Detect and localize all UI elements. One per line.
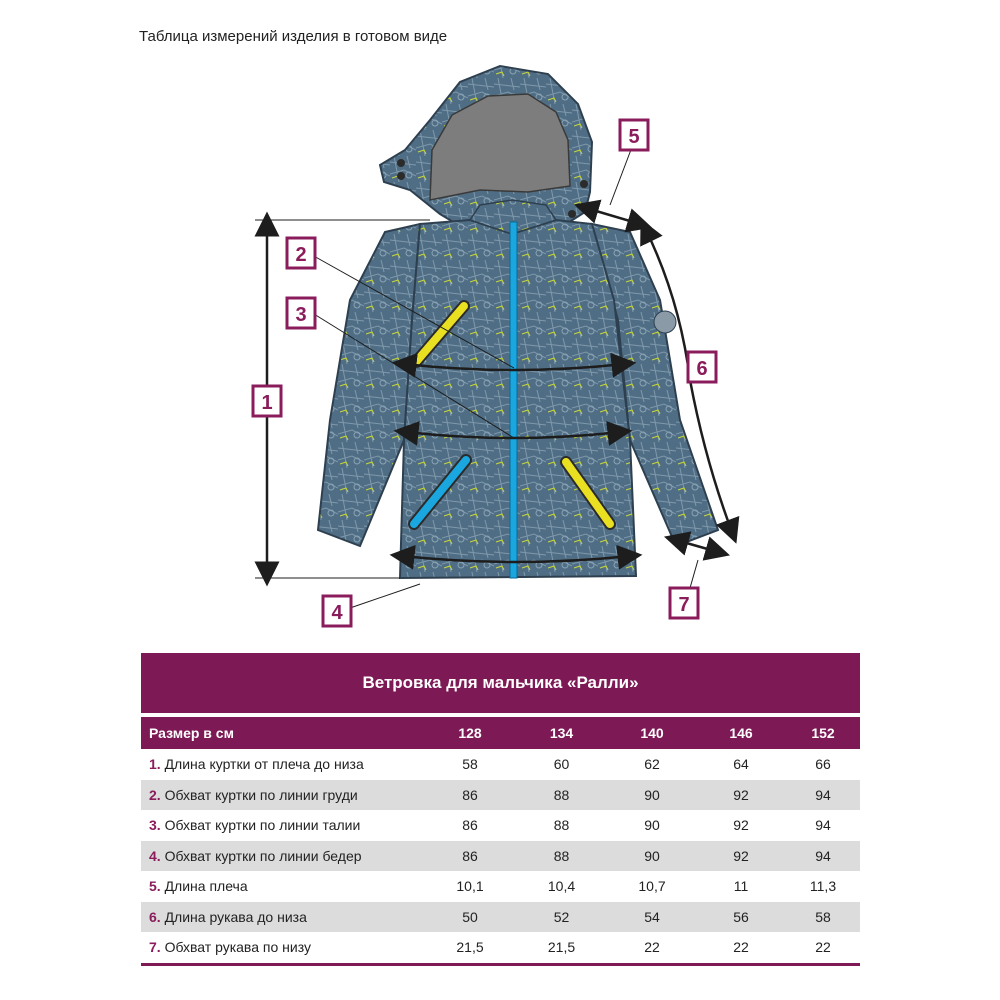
row-label: Обхват куртки по линии бедер <box>164 847 362 864</box>
cell: 88 <box>553 847 570 864</box>
cell: 88 <box>553 786 570 803</box>
page-title: Таблица измерений изделия в готовом виде <box>139 28 448 45</box>
cell: 86 <box>462 786 478 803</box>
row-label: Длина куртки от плеча до низа <box>164 756 364 773</box>
cell: 10,4 <box>547 878 576 895</box>
cell: 11,3 <box>809 878 837 895</box>
cell: 10,1 <box>456 878 484 895</box>
cell: 54 <box>644 908 660 925</box>
row-label: Длина плеча <box>164 878 248 895</box>
row-label: Длина рукава до низа <box>164 908 307 925</box>
header-size-134: 134 <box>549 725 574 741</box>
svg-text:2: 2 <box>295 244 307 266</box>
cell: 56 <box>733 908 749 925</box>
svg-text:6: 6 <box>696 358 708 380</box>
cell: 90 <box>644 786 660 803</box>
cell: 22 <box>644 939 660 956</box>
header-size-140: 140 <box>640 725 664 741</box>
label-3 <box>287 298 315 328</box>
label-4 <box>323 596 351 626</box>
cell: 50 <box>462 908 478 925</box>
header-size-152: 152 <box>811 725 835 741</box>
cell: 88 <box>553 817 570 834</box>
table-row <box>141 810 860 841</box>
row-number: 5. <box>149 878 161 895</box>
cell: 90 <box>644 847 660 864</box>
table-row <box>141 749 860 780</box>
cell: 92 <box>733 786 749 803</box>
row-number: 4. <box>149 847 161 864</box>
svg-text:5: 5 <box>628 126 640 148</box>
row-label: Обхват куртки по линии груди <box>164 786 358 803</box>
label-1 <box>253 386 281 416</box>
table-row <box>141 841 860 872</box>
header-size-128: 128 <box>458 725 482 741</box>
cell: 86 <box>462 817 478 834</box>
cell: 94 <box>815 847 831 864</box>
row-number: 7. <box>149 939 161 956</box>
row-label: Обхват куртки по линии талии <box>164 817 361 834</box>
table-row <box>141 780 860 811</box>
svg-text:1: 1 <box>261 392 273 414</box>
label-6 <box>688 352 716 382</box>
cell: 10,7 <box>638 878 666 895</box>
label-5 <box>620 120 648 150</box>
table-header <box>141 717 860 749</box>
cell: 58 <box>815 908 831 925</box>
header-size-label: Размер в см <box>149 725 234 741</box>
jacket-body <box>400 220 636 578</box>
row-number: 2. <box>149 786 161 803</box>
cell: 11 <box>733 878 749 895</box>
zipper <box>510 222 517 578</box>
size-table <box>141 653 860 966</box>
cell: 94 <box>815 817 831 834</box>
cell: 60 <box>553 756 570 773</box>
row-label: Обхват рукава по низу <box>164 939 311 956</box>
table-row <box>141 932 860 963</box>
table-title: Ветровка для мальчика «Ралли» <box>141 653 860 713</box>
cell: 92 <box>733 817 749 834</box>
table-row <box>141 871 860 902</box>
cell: 58 <box>462 756 478 773</box>
cell: 21,5 <box>547 939 576 956</box>
svg-text:4: 4 <box>331 602 343 624</box>
table-row <box>141 902 860 933</box>
cell: 90 <box>644 817 660 834</box>
row-number: 3. <box>149 817 161 834</box>
cell: 66 <box>815 756 831 773</box>
svg-text:3: 3 <box>295 304 307 326</box>
cell: 64 <box>733 756 749 773</box>
row-number: 1. <box>149 756 161 773</box>
cell: 22 <box>815 939 831 956</box>
cell: 21,5 <box>456 939 484 956</box>
label-7 <box>670 588 698 618</box>
label-2 <box>287 238 315 268</box>
cell: 62 <box>644 756 660 773</box>
cell: 86 <box>462 847 478 864</box>
header-size-146: 146 <box>729 725 753 741</box>
cell: 52 <box>553 908 570 925</box>
cell: 94 <box>815 786 831 803</box>
row-number: 6. <box>149 908 161 925</box>
cell: 92 <box>733 847 749 864</box>
svg-text:7: 7 <box>678 594 690 616</box>
cell: 22 <box>733 939 749 956</box>
